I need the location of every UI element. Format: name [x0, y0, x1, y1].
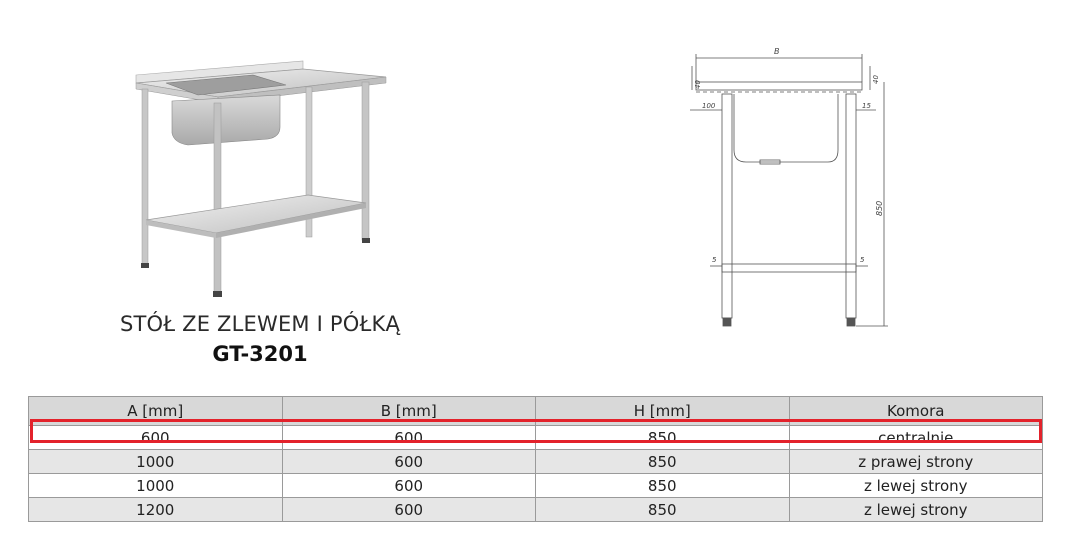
column-header: B [mm]: [282, 397, 536, 426]
column-header: A [mm]: [29, 397, 283, 426]
dim-height-label: 850: [875, 200, 884, 216]
product-title-block: [60, 312, 460, 366]
dim-top-right-label: 40: [872, 75, 880, 84]
table-cell: 600: [282, 426, 536, 450]
table-cell: z lewej strony: [789, 474, 1043, 498]
spec-table: [28, 396, 1043, 522]
table-cell: 1000: [29, 450, 283, 474]
table-cell: centralnie: [789, 426, 1043, 450]
column-header: Komora: [789, 397, 1043, 426]
table-cell: z lewej strony: [789, 498, 1043, 522]
dim-shelf-left-label: 5: [712, 256, 717, 264]
dim-top-left-label: 40: [694, 80, 702, 89]
table-cell: 850: [536, 474, 790, 498]
table-cell: z prawej strony: [789, 450, 1043, 474]
table-row: [29, 426, 1043, 450]
product-image: [128, 55, 398, 305]
column-header: H [mm]: [536, 397, 790, 426]
table-row: [29, 450, 1043, 474]
table-cell: 600: [282, 450, 536, 474]
table-cell: 1000: [29, 474, 283, 498]
table-row: [29, 474, 1043, 498]
table-cell: 850: [536, 426, 790, 450]
table-cell: 850: [536, 498, 790, 522]
table-cell: 600: [29, 426, 283, 450]
dim-offset-left-label: 100: [702, 102, 716, 110]
table-row: [29, 498, 1043, 522]
table-cell: 1200: [29, 498, 283, 522]
table-cell: 850: [536, 450, 790, 474]
table-cell: 600: [282, 474, 536, 498]
table-header-row: [29, 397, 1043, 426]
dim-offset-right-label: 15: [862, 102, 871, 110]
dim-width-label: B: [774, 47, 780, 56]
table-cell: 600: [282, 498, 536, 522]
product-name: STÓŁ ZE ZLEWEM I PÓŁKĄ: [119, 312, 401, 336]
technical-drawing: [688, 42, 898, 334]
product-code: GT-3201: [212, 342, 308, 366]
dim-shelf-right-label: 5: [860, 256, 865, 264]
